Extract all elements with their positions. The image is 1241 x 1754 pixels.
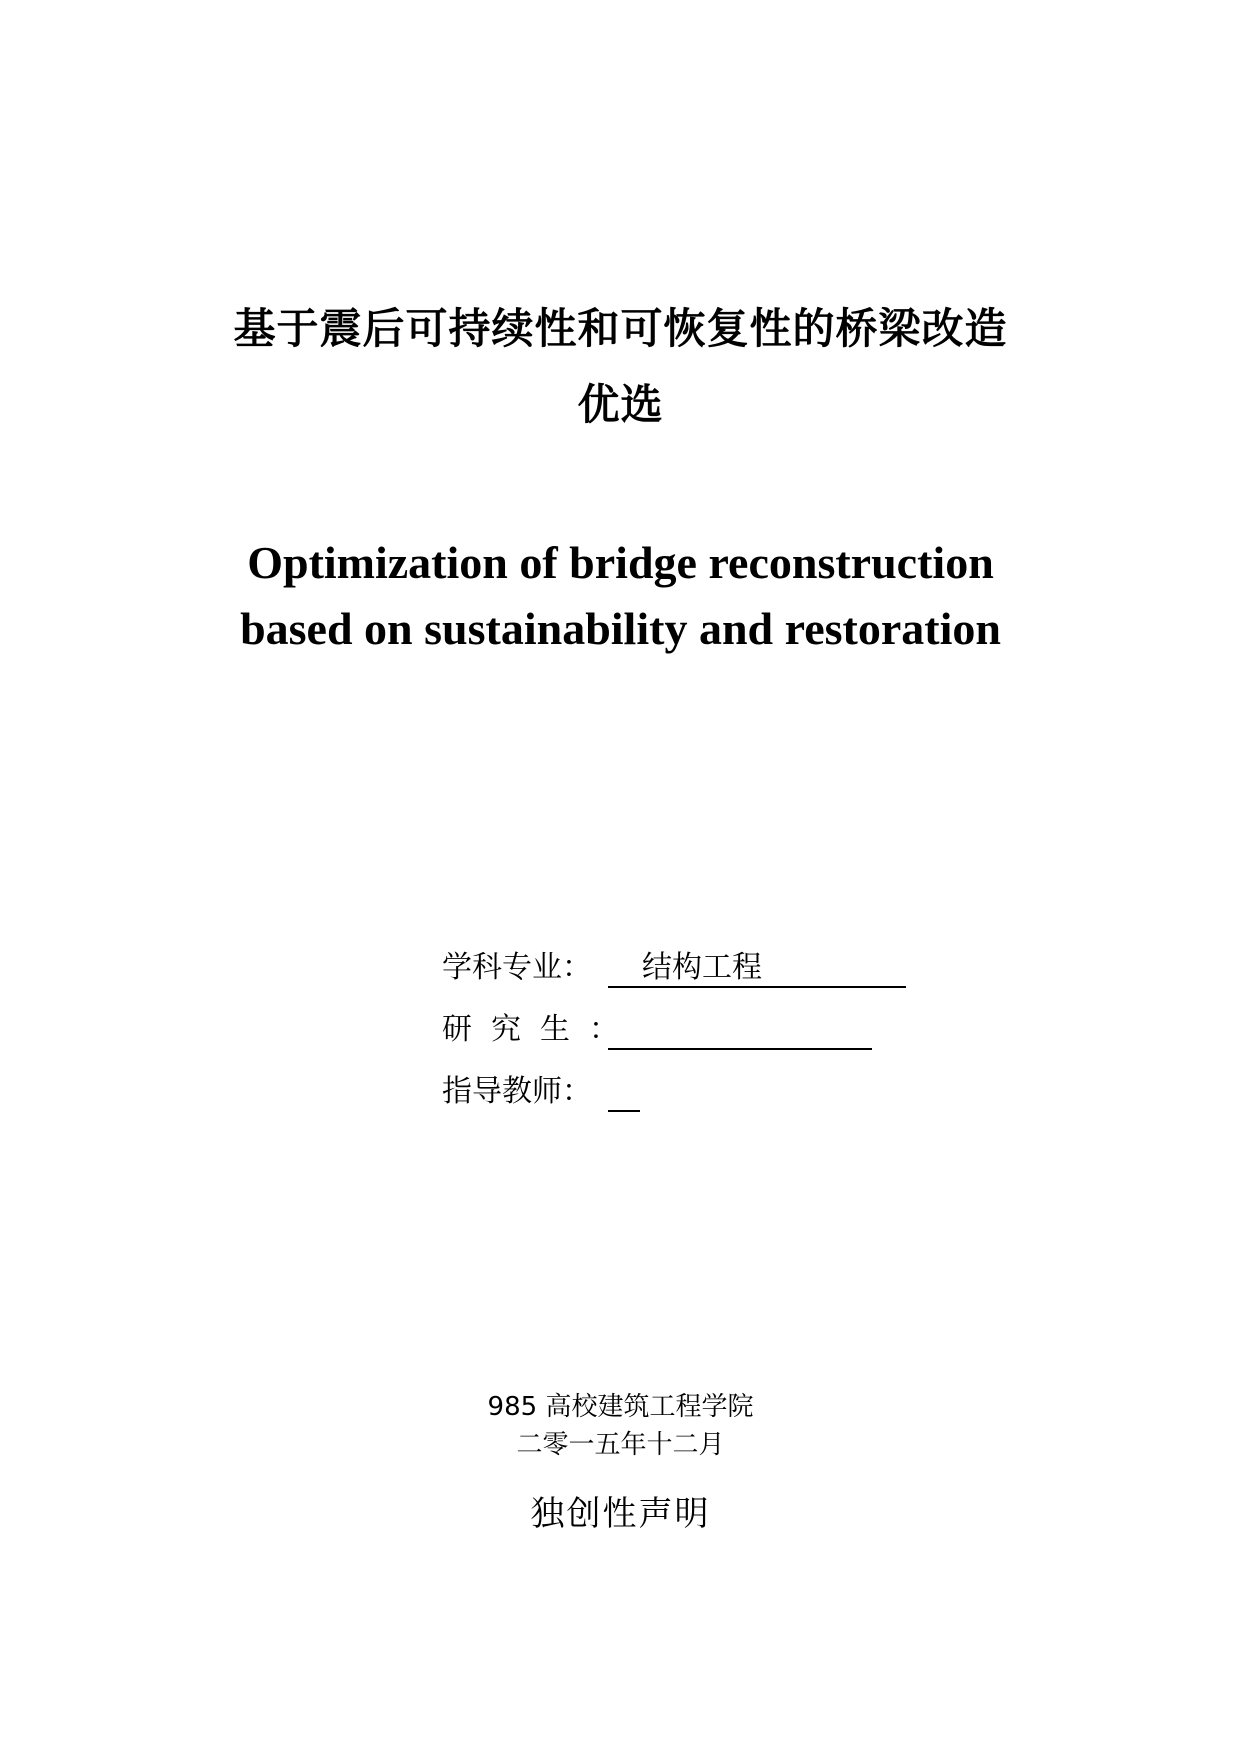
chinese-title-line-1: 基于震后可持续性和可恢复性的桥梁改造 xyxy=(233,304,1008,353)
english-title-line-2: based on sustainability and restoration xyxy=(240,603,1001,654)
student-row xyxy=(442,1010,638,1050)
institution-name: 985 高校建筑工程学院 xyxy=(487,1392,754,1422)
student-value xyxy=(608,1010,872,1050)
major-row xyxy=(442,948,762,988)
advisor-value xyxy=(608,1072,640,1112)
student-label: 研究生： xyxy=(442,1012,638,1047)
advisor-row xyxy=(442,1072,592,1112)
major-value: 结构工程 xyxy=(608,948,906,988)
declaration-heading: 独创性声明 xyxy=(530,1494,711,1534)
chinese-title-line-2: 优选 xyxy=(577,380,664,429)
english-title-line-1: Optimization of bridge reconstruction xyxy=(247,537,994,588)
major-label: 学科专业： xyxy=(442,950,592,985)
advisor-label: 指导教师： xyxy=(442,1074,592,1109)
submission-date: 二零一五年十二月 xyxy=(516,1430,725,1460)
